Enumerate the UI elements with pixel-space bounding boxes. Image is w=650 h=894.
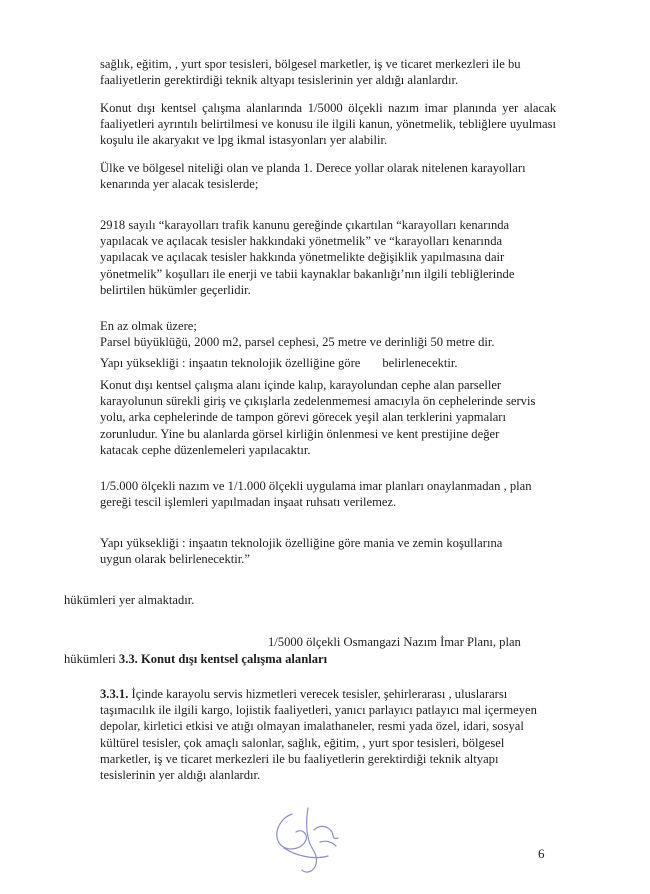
text-line: depolar, kirletici etkisi ve atığı olmayan imalathaneler, resmi yada özel, idari, sosyal	[100, 719, 524, 734]
paragraph-intro	[100, 56, 556, 88]
clause-number: 3.3.1.	[100, 687, 129, 701]
text-line: tesislerinin yer aldığı alanlardır.	[100, 768, 261, 783]
text-line: Parsel büyüklüğü, 2000 m2, parsel cephesi, 25 metre ve derinliği 50 metre dir.	[100, 335, 495, 350]
text-line: faaliyetlerin gerektirdiği teknik altyapı tesislerinin yer aldığı alanlardır.	[100, 73, 459, 88]
text-line: Konut dışı kentsel çalışma alanı içinde kalıp, karayolundan cephe alan parseller	[100, 378, 502, 392]
paragraph-text: Ülke ve bölgesel niteliği olan ve planda 1. Derece yollar olarak nitelenen karayolları kenarında yer alacak tesislerde;	[100, 161, 526, 192]
section-reference-line1	[268, 634, 521, 650]
paragraph-text: Konut dışı kentsel çalışma alanlarında 1/5000 ölçekli nazım imar planında yer alacak faaliyetleri ayrıntılı belirtilmesi ve konusu ile ilgili kanun, yönetmelik, tebliğlere uyulması koşulu ile akaryakıt ve lpg ikmal istasyonları yer alabilir.	[100, 101, 556, 148]
paragraph-3-3-1	[100, 686, 556, 783]
paragraph-provisions	[64, 592, 194, 608]
text-line: yapılacak ve açılacak tesisler hakkındaki yönetmelik” ve “karayolları kenarında	[100, 234, 503, 249]
text-line: Yapı yüksekliği : inşaatın teknolojik özelliğine göre mania ve zemin koşullarına	[100, 536, 503, 550]
text-line	[100, 686, 556, 702]
text-line	[100, 355, 556, 371]
paragraph-regulations	[100, 217, 556, 298]
text-line: katacak cephe düzenlemeleri yapılacaktır.	[100, 442, 311, 457]
height-value: belirlenecektir.	[382, 356, 458, 370]
text-line: marketler, iş ve ticaret merkezleri ile bu faaliyetlerin gerektirdiği teknik altyapı	[100, 751, 499, 766]
height-label: Yapı yüksekliği : inşaatın teknolojik özelliğine göre	[100, 356, 361, 370]
section-heading: 3.3. Konut dışı kentsel çalışma alanları	[118, 652, 328, 666]
text-line	[64, 651, 327, 667]
text-line: gereği tescil işlemleri yapılmadan inşaat ruhsatı verilemez.	[100, 495, 397, 510]
paragraph-building-height	[100, 355, 556, 371]
section-reference-line2	[64, 651, 327, 667]
text-line: belirtilen hükümler geçerlidir.	[100, 282, 251, 297]
section-prefix: hükümleri	[64, 652, 116, 666]
page-number: 6	[538, 846, 545, 861]
paragraph-fuel-stations	[100, 100, 556, 149]
paragraph-parcel-size	[100, 318, 556, 350]
text-line: sağlık, eğitim, , yurt spor tesisleri, bölgesel marketler, iş ve ticaret merkezleri ile bu	[100, 57, 521, 71]
text-line: En az olmak üzere;	[100, 319, 197, 333]
clause-text: İçinde karayolu servis hizmetleri verecek tesisler, şehirlerarası , uluslararsı	[131, 687, 508, 701]
text-line: karayolunun sürekli giriş ve çıkışlarla zedelenmemesi amacıyla ön cephelerinde servis	[100, 394, 536, 409]
text-line: yolu, arka cephelerinde de tampon görevi görecek yeşil alan terklerini yapmaları	[100, 410, 506, 425]
text-line: yönetmelik” koşulları ile enerji ve tabii kaynaklar bakanlığı’nın ilgili tebliğlerinde	[100, 266, 515, 281]
text-line: taşımacılık ile ilgili kargo, lojistik faaliyetleri, yanıcı parlayıcı patlayıcı mal içermeyen	[100, 703, 537, 718]
paragraph-frontage	[100, 377, 556, 458]
text-line: kültürel tesisler, çok amaçlı salonlar, sağlık, eğitim, , yurt spor tesisleri, bölgesel	[100, 735, 505, 750]
text-line: 2918 sayılı “karayolları trafik kanunu gereğinde çıkartılan “karayolları kenarında	[100, 218, 510, 232]
paragraph-permits	[100, 478, 556, 510]
text-line: zorunludur. Yine bu alanlarda görsel kirliğin önlenmesi ve kent prestijine değer	[100, 426, 500, 441]
text-line: uygun olarak belirlenecektir.”	[100, 552, 251, 567]
text-line: 1/5000 ölçekli Osmangazi Nazım İmar Planı, plan	[268, 635, 521, 649]
paragraph-highways	[100, 160, 550, 192]
paragraph-text: hükümleri yer almaktadır.	[64, 593, 195, 607]
text-line: yapılacak ve açılacak tesisler hakkında yönetmelikte değişiklik yapılmasına dair	[100, 250, 505, 265]
handwritten-signature	[262, 800, 372, 880]
text-line: 1/5.000 ölçekli nazım ve 1/1.000 ölçekli uygulama imar planları onaylanmadan , plan	[100, 479, 532, 493]
paragraph-building-height-quote	[100, 535, 556, 567]
